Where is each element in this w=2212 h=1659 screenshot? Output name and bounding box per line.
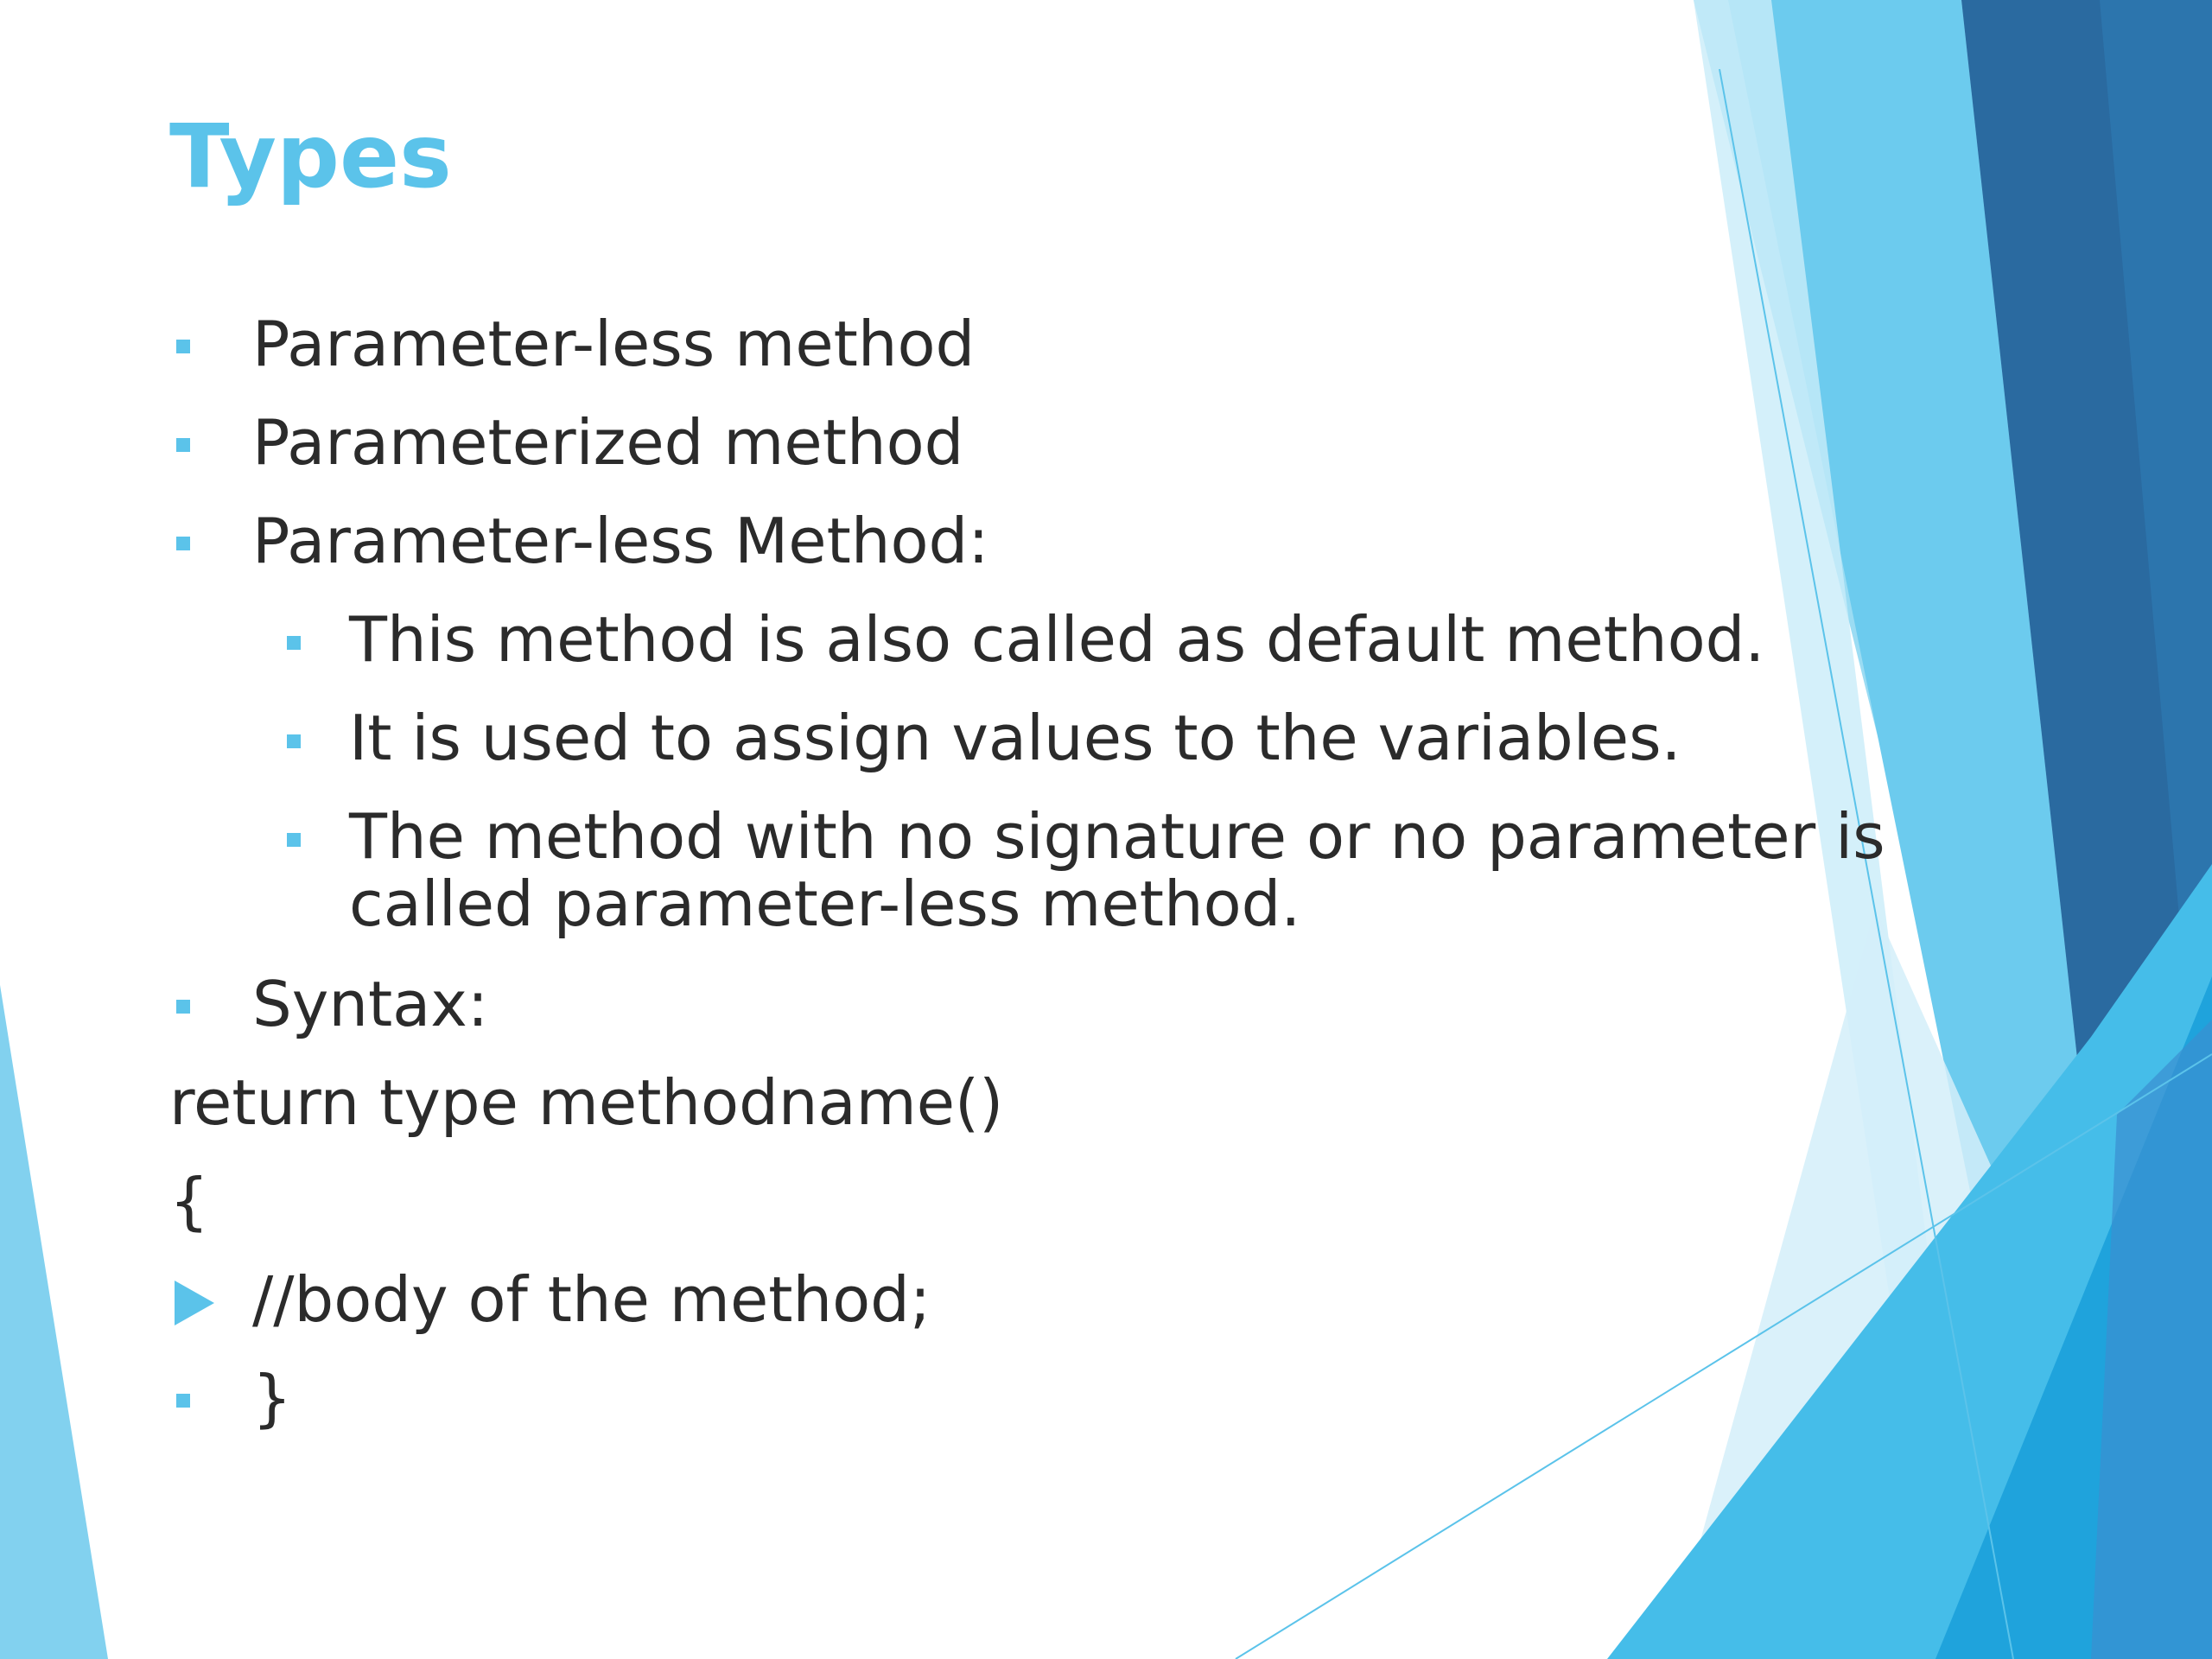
bullet-square — [176, 1394, 190, 1408]
bullet-text: Parameter-less method — [252, 308, 976, 380]
sub-bullet-text: It is used to assign values to the variables. — [349, 702, 1681, 774]
bullet-text: Parameter-less Method: — [252, 505, 989, 577]
left-edge-triangle — [0, 985, 108, 1659]
code-line: { — [169, 1165, 209, 1237]
bullet-text: Parameterized method — [252, 406, 964, 479]
arrow-bullet-icon — [175, 1281, 214, 1325]
sub-bullet-text-continued: called parameter-less method. — [349, 868, 1301, 940]
code-line: //body of the method; — [252, 1263, 931, 1336]
sub-bullet-text: The method with no signature or no parameter is — [349, 800, 1885, 873]
sub-bullet-square — [287, 636, 301, 650]
syntax-label: Syntax: — [252, 968, 489, 1040]
bullet-square — [176, 537, 190, 550]
bullet-square — [176, 1000, 190, 1014]
code-line: return type methodname() — [169, 1066, 1004, 1139]
sub-bullet-square — [287, 833, 301, 847]
sub-bullet-text: This method is also called as default method. — [349, 603, 1765, 676]
bullet-square — [176, 438, 190, 452]
bullet-square — [176, 340, 190, 353]
slide-title: Types — [169, 105, 452, 208]
code-line: } — [252, 1362, 292, 1434]
sub-bullet-square — [287, 734, 301, 748]
